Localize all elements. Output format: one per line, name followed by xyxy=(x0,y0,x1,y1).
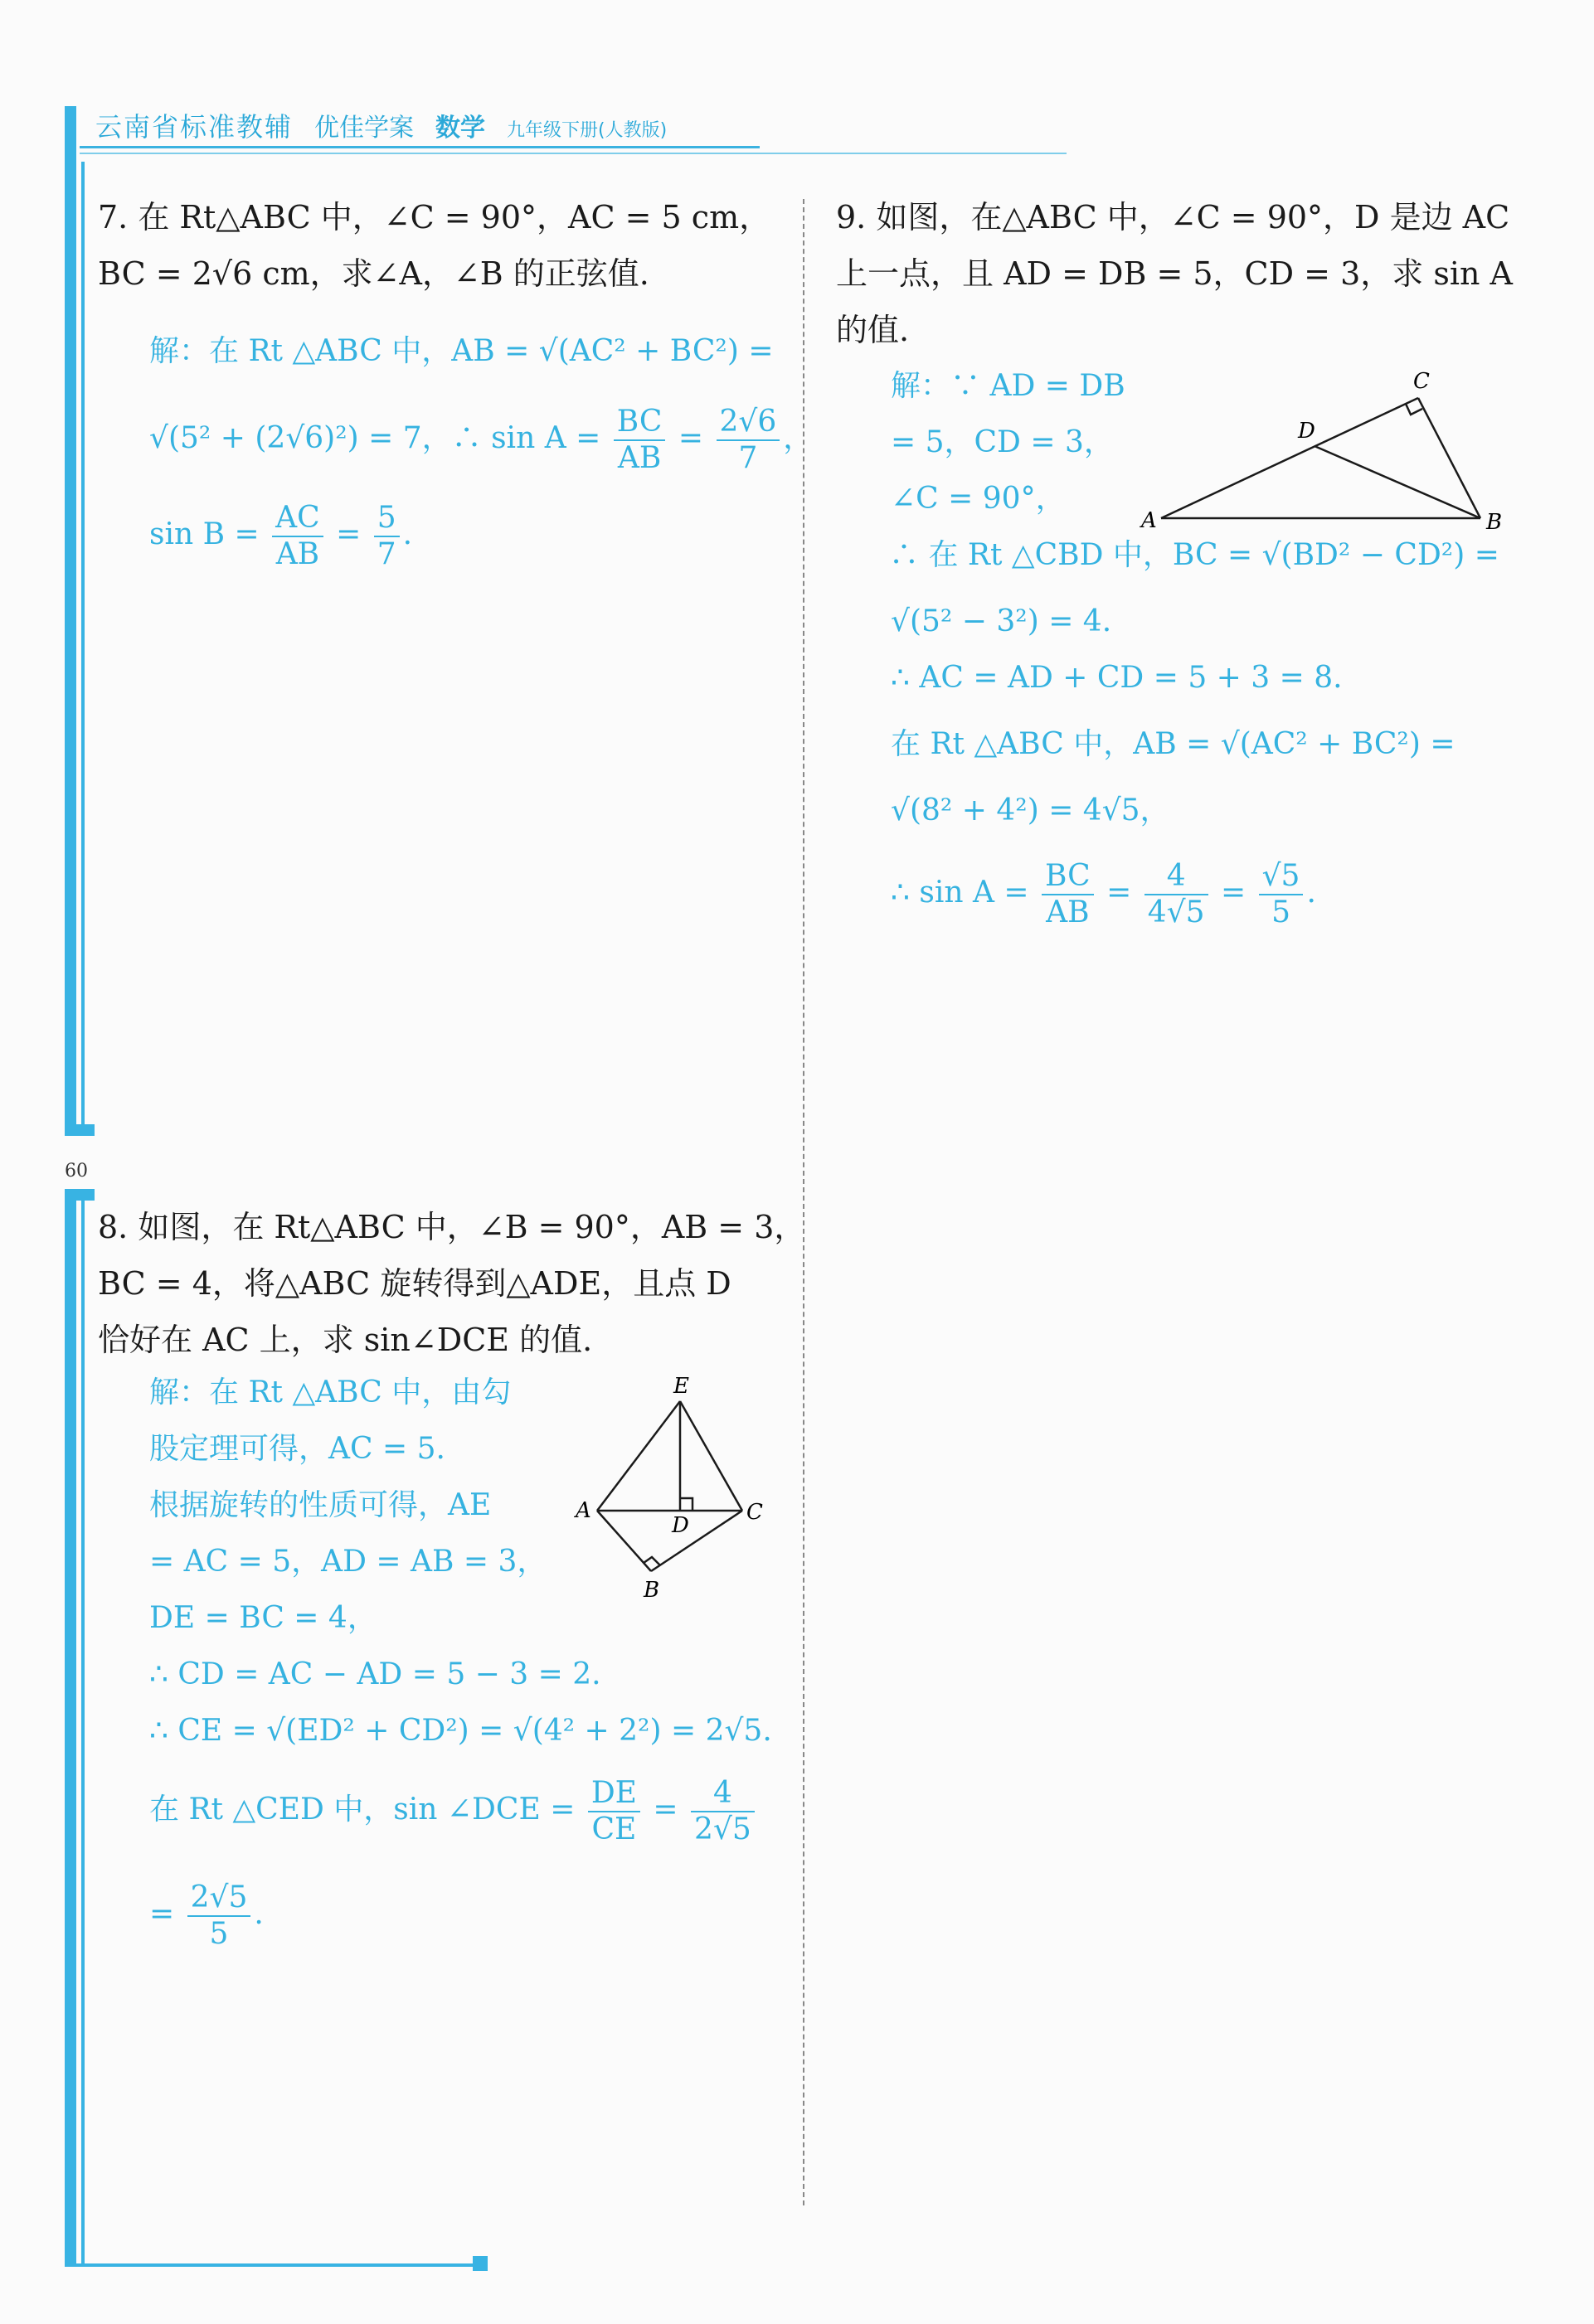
text: = xyxy=(336,517,362,551)
denominator: CE xyxy=(591,1812,637,1846)
header-rule-thin xyxy=(80,153,1067,154)
q7-solution-line xyxy=(149,501,780,572)
grade-label: 九年级下册(人教版) xyxy=(507,120,668,141)
q8-solution-line: ∴ CD = AC − AD = 5 − 3 = 2. xyxy=(149,1657,601,1691)
edge-CB xyxy=(1418,398,1480,518)
side-bar xyxy=(65,106,76,1136)
series-title: 云南省标准教辅 xyxy=(95,111,294,143)
page-number: 60 xyxy=(65,1161,88,1181)
text: ∴ sin A = xyxy=(891,876,1029,910)
text: = xyxy=(678,421,704,455)
text: = xyxy=(1106,876,1132,910)
denominator: 2√5 xyxy=(694,1812,751,1846)
q8-solution-line: ∴ CE = √(ED² + CD²) = √(4² + 2²) = 2√5. xyxy=(149,1714,772,1748)
page-header xyxy=(95,106,667,144)
q9-stem-line: 的值. xyxy=(836,312,910,348)
fraction xyxy=(1259,859,1304,930)
denominator: 7 xyxy=(738,441,758,475)
text: = xyxy=(149,1897,175,1931)
q8-solution-line xyxy=(149,1776,780,1847)
q8-stem xyxy=(98,1199,806,1368)
edge-EA xyxy=(597,1401,680,1511)
q9-solution-line: 解：∵ AD = DB xyxy=(891,369,1125,403)
q7-stem xyxy=(98,189,778,302)
right-angle-D xyxy=(680,1498,693,1511)
q9-solution-line: ∴ AC = AD + CD = 5 + 3 = 8. xyxy=(891,661,1343,695)
side-bar xyxy=(65,1194,76,2265)
q9-solution-line: 在 Rt △ABC 中，AB = √(AC² + BC²) = xyxy=(891,727,1455,761)
side-bar-inner xyxy=(81,162,85,1136)
q9-solution-line: √(5² − 3²) = 4. xyxy=(891,604,1112,638)
label-C: C xyxy=(746,1500,763,1525)
q7-stem-line: BC = 2√6 cm，求∠A，∠B 的正弦值. xyxy=(98,255,649,292)
q9-solution-line xyxy=(891,859,1521,930)
numerator: BC xyxy=(614,405,666,441)
text: . xyxy=(254,1897,264,1931)
q8-figure xyxy=(572,1368,780,1617)
numerator: 5 xyxy=(374,501,400,537)
fraction xyxy=(717,405,780,476)
label-A: A xyxy=(1141,508,1157,533)
q9-solution-line: = 5，CD = 3， xyxy=(891,425,1114,459)
label-B: B xyxy=(1486,510,1503,535)
q9-solution-line: ∠C = 90°， xyxy=(891,482,1066,516)
text: 在 Rt △CED 中，sin ∠DCE = xyxy=(149,1793,576,1827)
fraction xyxy=(1042,859,1094,930)
numerator: 2√6 xyxy=(717,405,780,441)
fraction xyxy=(588,1776,640,1847)
edge-DB xyxy=(1315,446,1480,518)
q7-solution-line: 解：在 Rt △ABC 中，AB = √(AC² + BC²) = xyxy=(149,334,774,368)
fraction xyxy=(691,1776,755,1847)
numerator: √5 xyxy=(1259,859,1304,895)
q8-stem-line: 8. 如图，在 Rt△ABC 中，∠B = 90°，AB = 3， xyxy=(98,1209,806,1245)
subject-label: 数学 xyxy=(435,114,486,143)
edge-AC xyxy=(1161,398,1418,518)
side-bar-notch xyxy=(65,1124,95,1136)
q8-stem-line: 恰好在 AC 上，求 sin∠DCE 的值. xyxy=(98,1322,593,1358)
denominator: AB xyxy=(275,537,320,571)
text: √(5² + (2√6)²) = 7，∴ sin A = xyxy=(149,421,601,455)
q9-stem xyxy=(836,189,1516,358)
denominator: 7 xyxy=(377,537,396,571)
q8-solution-line: = AC = 5，AD = AB = 3， xyxy=(149,1545,547,1579)
q9-stem-line: 9. 如图，在△ABC 中，∠C = 90°，D 是边 AC xyxy=(836,199,1510,235)
q7-solution xyxy=(149,323,814,572)
fraction xyxy=(187,1880,251,1952)
numerator: 4 xyxy=(691,1776,755,1812)
q8-solution-line: DE = BC = 4， xyxy=(149,1601,377,1635)
edge-BC xyxy=(651,1511,742,1571)
text: ， xyxy=(783,421,814,455)
q9-figure xyxy=(1136,365,1518,547)
numerator: DE xyxy=(588,1776,640,1812)
fraction xyxy=(1144,859,1208,930)
label-B: B xyxy=(644,1578,660,1603)
label-D: D xyxy=(1298,419,1315,444)
footer-square xyxy=(473,2256,488,2271)
q8-stem-line: BC = 4，将△ABC 旋转得到△ADE，且点 D xyxy=(98,1265,731,1302)
fraction xyxy=(272,501,323,572)
right-angle-C xyxy=(1406,404,1422,415)
q8-solution-line: 解：在 Rt △ABC 中，由勾 xyxy=(149,1375,512,1409)
q7-stem-line: 7. 在 Rt△ABC 中，∠C = 90°，AC = 5 cm， xyxy=(98,199,771,235)
q7-solution-line xyxy=(149,405,814,476)
denominator: 4√5 xyxy=(1147,895,1205,929)
numerator: BC xyxy=(1042,859,1094,895)
fraction xyxy=(614,405,666,476)
q9-solution-line: ∴ 在 Rt △CBD 中，BC = √(BD² − CD²) = xyxy=(889,538,1499,572)
edge-EC xyxy=(680,1401,742,1511)
fraction xyxy=(374,501,400,572)
text: . xyxy=(1306,876,1316,910)
q8-solution-line xyxy=(149,1880,780,1952)
text: . xyxy=(402,517,413,551)
q8-solution-line: 股定理可得，AC = 5. xyxy=(149,1432,445,1466)
text: = xyxy=(653,1793,678,1827)
footer-rule xyxy=(65,2263,479,2267)
column-divider xyxy=(803,199,804,2205)
side-bar-inner xyxy=(81,1194,85,2265)
label-A: A xyxy=(576,1498,591,1523)
denominator: AB xyxy=(1046,895,1090,929)
q9-solution-line: √(8² + 4²) = 4√5， xyxy=(891,793,1170,827)
numerator: AC xyxy=(272,501,323,537)
denominator: 5 xyxy=(1271,895,1290,929)
label-E: E xyxy=(673,1374,689,1399)
q9-stem-line: 上一点，且 AD = DB = 5，CD = 3，求 sin A xyxy=(836,255,1513,292)
denominator: 5 xyxy=(209,1917,229,1951)
q8-solution-line: 根据旋转的性质可得，AE xyxy=(149,1488,492,1522)
label-D: D xyxy=(672,1513,689,1538)
numerator: 4 xyxy=(1144,859,1208,895)
text: sin B = xyxy=(149,517,260,551)
book-title: 优佳学案 xyxy=(314,114,415,143)
edge-AB xyxy=(597,1511,651,1571)
denominator: AB xyxy=(617,441,662,475)
header-rule xyxy=(80,146,760,148)
text: = xyxy=(1220,876,1247,910)
label-C: C xyxy=(1413,369,1430,394)
numerator: 2√5 xyxy=(187,1880,251,1917)
